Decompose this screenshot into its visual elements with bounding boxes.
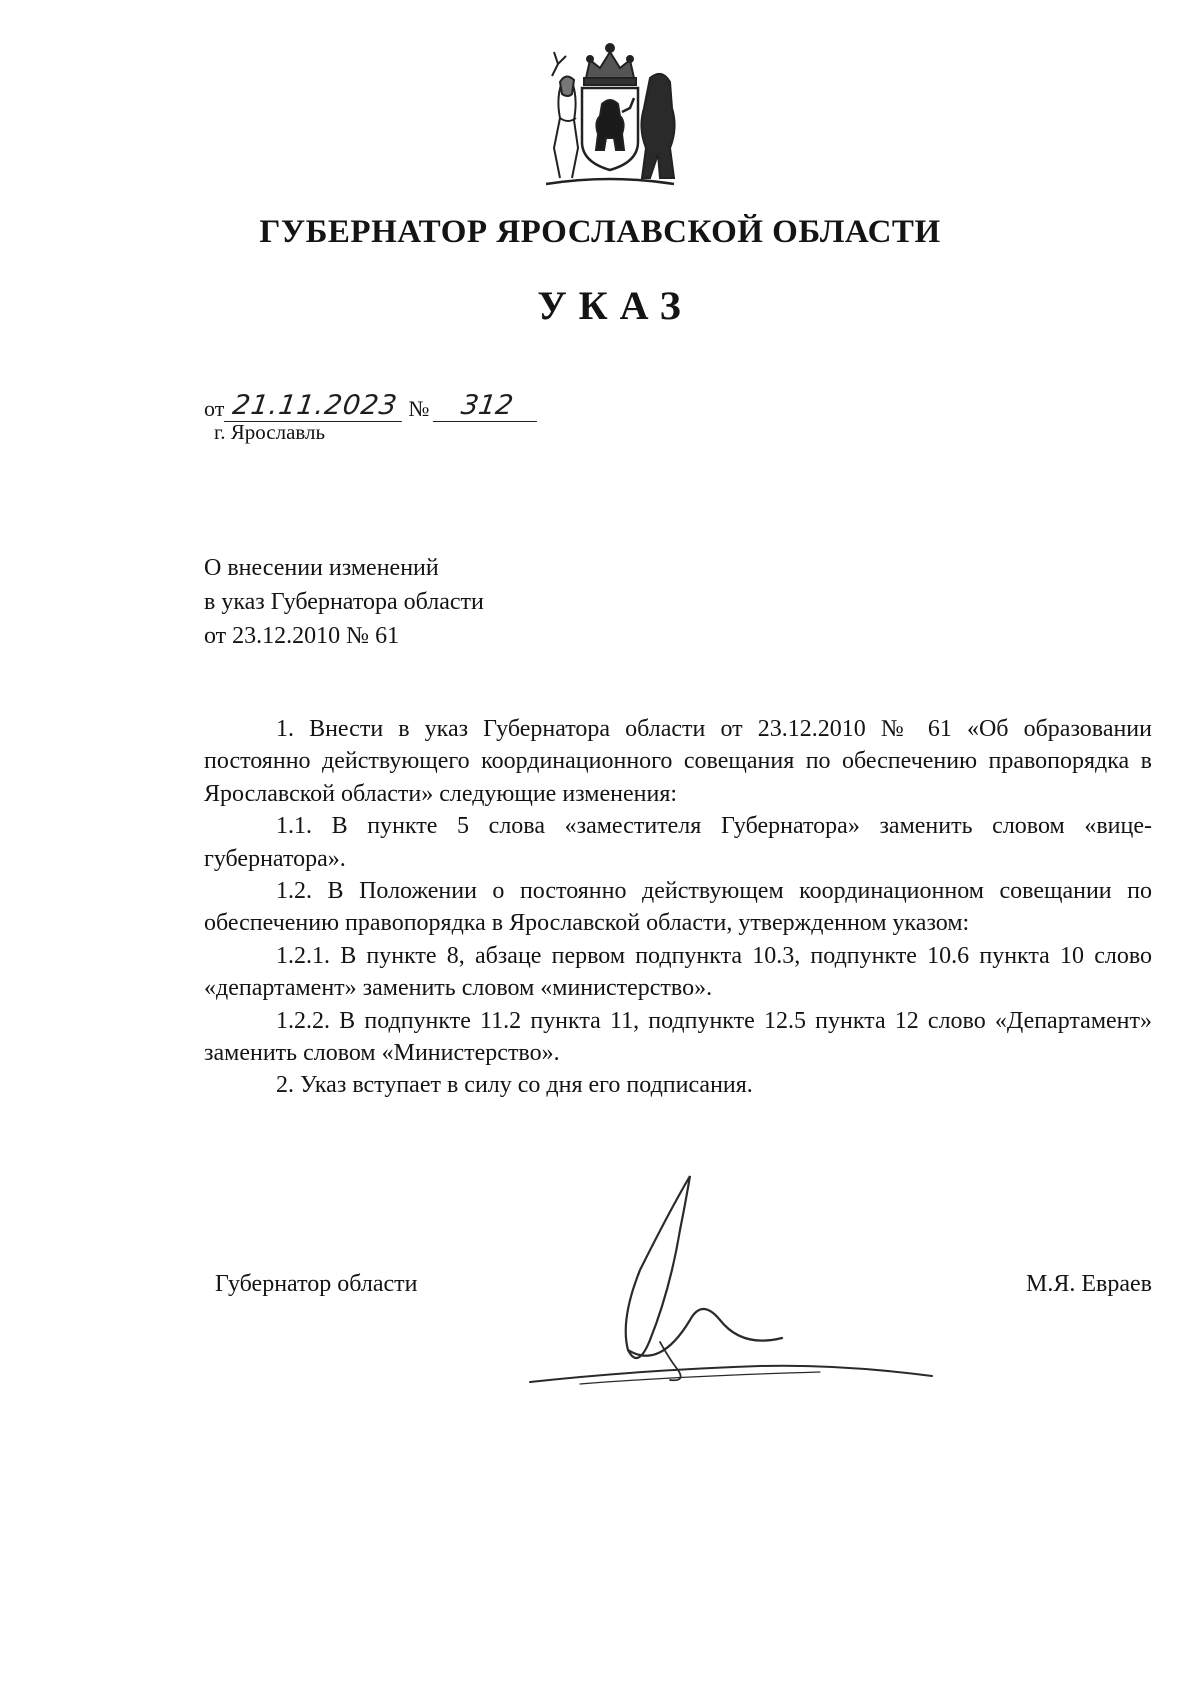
- document-number: 312: [433, 391, 541, 422]
- date-prefix: от: [204, 396, 225, 421]
- document-date: 21.11.2023: [224, 391, 406, 422]
- document-subject: [204, 551, 724, 653]
- body-paragraph: 1.2.2. В подпункте 11.2 пункта 11, подпункте 12.5 пункта 12 слово «Департамент» заменить словом «Министерство».: [204, 1007, 1152, 1067]
- document-body: [204, 713, 1152, 1102]
- subject-line: О внесении изменений: [204, 555, 439, 581]
- signature-icon: [520, 1170, 940, 1400]
- body-paragraph: 1.1. В пункте 5 слова «заместителя Губернатора» заменить словом «вице-губернатора».: [204, 813, 1152, 872]
- number-prefix: №: [408, 396, 430, 421]
- issuing-authority: ГУБЕРНАТОР ЯРОСЛАВСКОЙ ОБЛАСТИ: [259, 214, 941, 250]
- document-type: УКАЗ: [537, 283, 693, 328]
- signatory-name: М.Я. Евраев: [1026, 1271, 1152, 1297]
- city: г. Ярославль: [214, 420, 326, 444]
- subject-line: от 23.12.2010 № 61: [204, 623, 400, 649]
- subject-line: в указ Губернатора области: [204, 589, 484, 615]
- body-paragraph: 2. Указ вступает в силу со дня его подписания.: [276, 1072, 753, 1099]
- signatory-role: Губернатор области: [215, 1271, 418, 1297]
- body-paragraph: 1.2.1. В пункте 8, абзаце первом подпункта 10.3, подпункте 10.6 пункта 10 слово «департамент» заменить словом «министерство».: [204, 942, 1152, 1002]
- coat-of-arms-icon: [538, 38, 682, 194]
- body-paragraph: 1. Внести в указ Губернатора области от 23.12.2010 № 61 «Об образовании постоянно действующего координационного совещания по обеспечению правопорядка в Ярославской области» следующие изменения:: [204, 716, 1152, 807]
- body-paragraph: 1.2. В Положении о постоянно действующем координационном совещании по обеспечению правопорядка в Ярославской области, утвержденном указом:: [204, 878, 1152, 937]
- date-number-line: [204, 388, 539, 422]
